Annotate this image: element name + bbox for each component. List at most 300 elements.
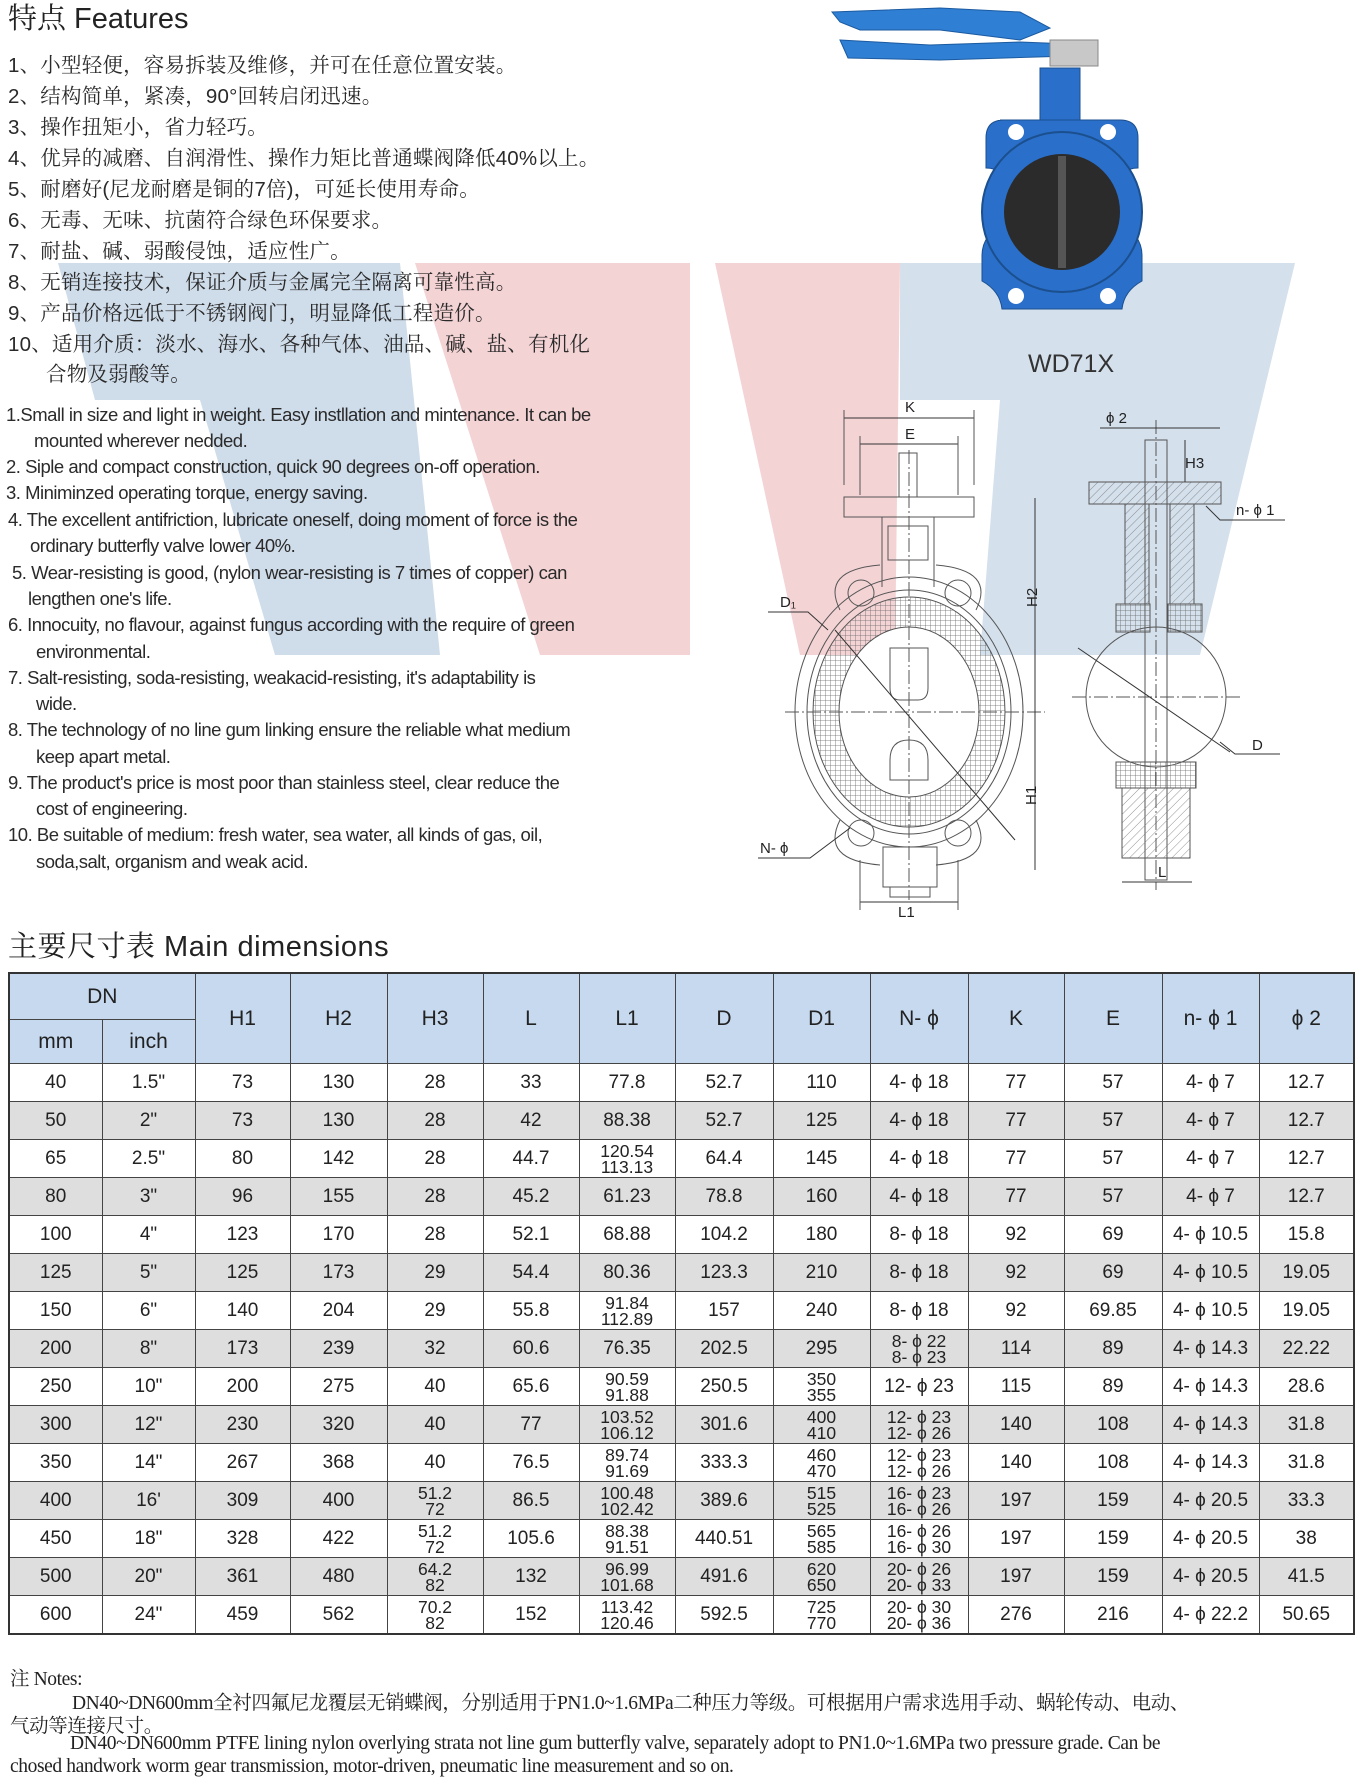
table-cell: 275 [290, 1368, 387, 1406]
table-cell: 230 [195, 1406, 290, 1444]
table-cell: 400 [9, 1482, 102, 1520]
table-cell: 250 [9, 1368, 102, 1406]
table-cell: 77 [968, 1102, 1064, 1140]
table-cell: 24" [102, 1596, 195, 1635]
table-cell: 86.5 [483, 1482, 579, 1520]
feature-item-cn: 3、操作扭矩小，省力轻巧。 [8, 116, 269, 139]
notes-title: 注 Notes: [10, 1669, 83, 1690]
table-cell: 42 [483, 1102, 579, 1140]
table-cell: 80 [9, 1178, 102, 1216]
feature-item-cn: 1、小型轻便，容易拆装及维修，并可在任意位置安装。 [8, 54, 517, 77]
table-cell: 57 [1064, 1178, 1162, 1216]
table-cell: 33 [483, 1064, 579, 1102]
table-cell: 155 [290, 1178, 387, 1216]
table-row [9, 1482, 1354, 1520]
table-cell: 89 [1064, 1368, 1162, 1406]
table-cell: 173 [195, 1330, 290, 1368]
table-cell: 8" [102, 1330, 195, 1368]
table-cell: 115 [968, 1368, 1064, 1406]
feature-item-en: 3. Miniminzed operating torque, energy saving. [6, 482, 368, 503]
notes-cn-line2: 气动等连接尺寸。 [10, 1716, 163, 1737]
table-cell: 77 [968, 1140, 1064, 1178]
lever-handle [832, 8, 1050, 40]
table-cell: 157 [675, 1292, 773, 1330]
table-cell: 350 [9, 1444, 102, 1482]
lug-hole [1008, 124, 1024, 140]
column-header: H2 [290, 973, 387, 1064]
table-cell: 5" [102, 1254, 195, 1292]
feature-item-cn: 10、适用介质：淡水、海水、各种气体、油品、碱、盐、有机化 [8, 333, 591, 356]
table-cell: 100.48 102.42 [579, 1482, 675, 1520]
model-label: WD71X [1028, 350, 1115, 378]
table-cell: 159 [1064, 1558, 1162, 1596]
feature-item-en: 8. The technology of no line gum linking ensure the reliable what medium [8, 719, 571, 740]
table-cell: 50.65 [1259, 1596, 1354, 1635]
feature-item-en: environmental. [36, 641, 151, 662]
valve-photo [820, 0, 1160, 340]
table-cell: 104.2 [675, 1216, 773, 1254]
label-h1: H1 [1023, 785, 1040, 805]
table-cell: 565 585 [773, 1520, 870, 1558]
table-cell: 400 [290, 1482, 387, 1520]
table-cell: 54.4 [483, 1254, 579, 1292]
table-cell: 76.5 [483, 1444, 579, 1482]
table-cell: 20- ϕ 30 20- ϕ 36 [870, 1596, 968, 1635]
table-cell: 16' [102, 1482, 195, 1520]
table-cell: 12.7 [1259, 1102, 1354, 1140]
label-phi2: ϕ 2 [1106, 410, 1127, 427]
feature-item-en: 9. The product's price is most poor than stainless steel, clear reduce the [8, 772, 560, 793]
table-cell: 28 [387, 1178, 483, 1216]
table-cell: 41.5 [1259, 1558, 1354, 1596]
table-cell: 180 [773, 1216, 870, 1254]
table-cell: 29 [387, 1254, 483, 1292]
table-cell: 460 470 [773, 1444, 870, 1482]
table-cell: 65.6 [483, 1368, 579, 1406]
table-row [9, 1102, 1354, 1140]
table-cell: 4- ϕ 14.3 [1162, 1368, 1259, 1406]
label-h3: H3 [1185, 455, 1205, 472]
table-cell: 620 650 [773, 1558, 870, 1596]
table-cell: 73 [195, 1102, 290, 1140]
table-cell: 12- ϕ 23 [870, 1368, 968, 1406]
table-cell: 40 [387, 1406, 483, 1444]
table-row [9, 1216, 1354, 1254]
lug-hole [1100, 288, 1116, 304]
feature-item-cn: 7、耐盐、碱、弱酸侵蚀，适应性广。 [8, 240, 351, 263]
table-cell: 64.2 82 [387, 1558, 483, 1596]
table-cell: 389.6 [675, 1482, 773, 1520]
table-cell: 92 [968, 1216, 1064, 1254]
table-cell: 22.22 [1259, 1330, 1354, 1368]
table-row [9, 1444, 1354, 1482]
column-header-mm: mm [9, 1020, 102, 1064]
side-view [1072, 420, 1285, 890]
feature-item-cn: 6、无毒、无味、抗菌符合绿色环保要求。 [8, 209, 393, 232]
table-cell: 4- ϕ 18 [870, 1064, 968, 1102]
table-cell: 500 [9, 1558, 102, 1596]
table-cell: 92 [968, 1254, 1064, 1292]
table-cell: 309 [195, 1482, 290, 1520]
table-cell: 18" [102, 1520, 195, 1558]
table-cell: 52.1 [483, 1216, 579, 1254]
table-row [9, 1520, 1354, 1558]
column-header: E [1064, 973, 1162, 1064]
table-cell: 20- ϕ 26 20- ϕ 33 [870, 1558, 968, 1596]
table-cell: 295 [773, 1330, 870, 1368]
table-cell: 19.05 [1259, 1254, 1354, 1292]
table-row [9, 1254, 1354, 1292]
column-header-inch: inch [102, 1020, 195, 1064]
table-cell: 29 [387, 1292, 483, 1330]
table-cell: 89 [1064, 1330, 1162, 1368]
table-cell: 8- ϕ 18 [870, 1216, 968, 1254]
table-cell: 239 [290, 1330, 387, 1368]
table-cell: 725 770 [773, 1596, 870, 1635]
lug-hole [1008, 288, 1024, 304]
table-cell: 120.54 113.13 [579, 1140, 675, 1178]
table-cell: 57 [1064, 1140, 1162, 1178]
table-cell: 150 [9, 1292, 102, 1330]
table-cell: 77 [968, 1064, 1064, 1102]
table-cell: 4- ϕ 7 [1162, 1102, 1259, 1140]
table-cell: 160 [773, 1178, 870, 1216]
table-cell: 240 [773, 1292, 870, 1330]
table-cell: 301.6 [675, 1406, 773, 1444]
table-cell: 197 [968, 1558, 1064, 1596]
technical-drawing [740, 390, 1364, 920]
feature-item-cn: 合物及弱酸等。 [46, 363, 191, 386]
table-cell: 89.74 91.69 [579, 1444, 675, 1482]
table-cell: 65 [9, 1140, 102, 1178]
table-cell: 123.3 [675, 1254, 773, 1292]
table-cell: 125 [773, 1102, 870, 1140]
column-header: H1 [195, 973, 290, 1064]
table-cell: 480 [290, 1558, 387, 1596]
table-cell: 88.38 [579, 1102, 675, 1140]
table-cell: 80.36 [579, 1254, 675, 1292]
table-cell: 57 [1064, 1064, 1162, 1102]
notes-en-line2: chosed handwork worm gear transmission, motor-driven, pneumatic line measurement and so on. [10, 1756, 734, 1777]
table-cell: 132 [483, 1558, 579, 1596]
table-cell: 92 [968, 1292, 1064, 1330]
table-row [9, 1596, 1354, 1635]
table-cell: 4- ϕ 22.2 [1162, 1596, 1259, 1635]
locking-plate [1050, 40, 1098, 66]
table-cell: 114 [968, 1330, 1064, 1368]
table-cell: 64.4 [675, 1140, 773, 1178]
table-cell: 562 [290, 1596, 387, 1635]
table-row [9, 1178, 1354, 1216]
table-cell: 333.3 [675, 1444, 773, 1482]
column-header: D1 [773, 973, 870, 1064]
table-cell: 140 [195, 1292, 290, 1330]
table-cell: 105.6 [483, 1520, 579, 1558]
table-cell: 100 [9, 1216, 102, 1254]
table-cell: 76.35 [579, 1330, 675, 1368]
table-cell: 173 [290, 1254, 387, 1292]
column-header: L1 [579, 973, 675, 1064]
table-cell: 14" [102, 1444, 195, 1482]
feature-item-en: ordinary butterfly valve lower 40%. [30, 535, 296, 556]
table-cell: 96 [195, 1178, 290, 1216]
feature-item-cn: 5、耐磨好(尼龙耐磨是铜的7倍)，可延长使用寿命。 [8, 178, 480, 201]
table-cell: 159 [1064, 1520, 1162, 1558]
table-cell: 90.59 91.88 [579, 1368, 675, 1406]
table-cell: 12.7 [1259, 1064, 1354, 1102]
table-cell: 28 [387, 1102, 483, 1140]
table-cell: 320 [290, 1406, 387, 1444]
dimensions-table [8, 972, 1355, 1635]
table-cell: 170 [290, 1216, 387, 1254]
valve-neck [1040, 68, 1080, 120]
table-cell: 123 [195, 1216, 290, 1254]
table-cell: 1.5" [102, 1064, 195, 1102]
table-cell: 276 [968, 1596, 1064, 1635]
table-cell: 2" [102, 1102, 195, 1140]
table-cell: 140 [968, 1406, 1064, 1444]
table-cell: 267 [195, 1444, 290, 1482]
table-cell: 77 [483, 1406, 579, 1444]
table-cell: 52.7 [675, 1102, 773, 1140]
notes-cn-line1: DN40~DN600mm全衬四氟尼龙覆层无销蝶阀，分别适用于PN1.0~1.6MPa二种压力等级。可根据用户需求选用手动、蜗轮传动、电动、 [72, 1693, 1189, 1714]
label-h2: H2 [1024, 587, 1041, 607]
table-row [9, 1292, 1354, 1330]
table-cell: 73 [195, 1064, 290, 1102]
table-cell: 200 [195, 1368, 290, 1406]
feature-item-cn: 2、结构简单，紧凑，90°回转启闭迅速。 [8, 85, 383, 108]
table-cell: 2.5" [102, 1140, 195, 1178]
table-cell: 130 [290, 1102, 387, 1140]
table-cell: 52.7 [675, 1064, 773, 1102]
table-cell: 300 [9, 1406, 102, 1444]
table-cell: 8- ϕ 18 [870, 1292, 968, 1330]
table-cell: 450 [9, 1520, 102, 1558]
table-cell: 31.8 [1259, 1406, 1354, 1444]
label-l: L [1158, 864, 1167, 881]
table-cell: 91.84 112.89 [579, 1292, 675, 1330]
table-cell: 20" [102, 1558, 195, 1596]
table-cell: 19.05 [1259, 1292, 1354, 1330]
table-cell: 592.5 [675, 1596, 773, 1635]
table-cell: 197 [968, 1482, 1064, 1520]
table-cell: 28 [387, 1140, 483, 1178]
label-e: E [905, 426, 916, 443]
table-cell: 361 [195, 1558, 290, 1596]
table-cell: 96.99 101.68 [579, 1558, 675, 1596]
table-cell: 61.23 [579, 1178, 675, 1216]
table-cell: 4- ϕ 18 [870, 1178, 968, 1216]
table-cell: 16- ϕ 26 16- ϕ 30 [870, 1520, 968, 1558]
feature-item-en: 4. The excellent antifriction, lubricate oneself, doing moment of force is the [8, 509, 578, 530]
table-cell: 110 [773, 1064, 870, 1102]
table-cell: 350 355 [773, 1368, 870, 1406]
column-header: H3 [387, 973, 483, 1064]
feature-item-en: soda,salt, organism and weak acid. [36, 851, 308, 872]
table-cell: 210 [773, 1254, 870, 1292]
table-row [9, 1406, 1354, 1444]
column-header-dn: DN [9, 973, 195, 1020]
feature-item-en: 6. Innocuity, no flavour, against fungus according with the require of green [8, 614, 575, 635]
table-cell: 515 525 [773, 1482, 870, 1520]
table-row [9, 1368, 1354, 1406]
column-header: K [968, 973, 1064, 1064]
table-cell: 69.85 [1064, 1292, 1162, 1330]
column-header: n- ϕ 1 [1162, 973, 1259, 1064]
table-cell: 4" [102, 1216, 195, 1254]
table-cell: 78.8 [675, 1178, 773, 1216]
table-cell: 4- ϕ 20.5 [1162, 1558, 1259, 1596]
table-cell: 491.6 [675, 1558, 773, 1596]
table-cell: 28 [387, 1216, 483, 1254]
column-header: D [675, 973, 773, 1064]
table-cell: 28.6 [1259, 1368, 1354, 1406]
table-cell: 103.52 106.12 [579, 1406, 675, 1444]
label-n-phi1: n- ϕ 1 [1236, 502, 1275, 519]
front-view [758, 410, 1045, 910]
table-cell: 10" [102, 1368, 195, 1406]
table-cell: 4- ϕ 20.5 [1162, 1520, 1259, 1558]
table-cell: 125 [195, 1254, 290, 1292]
table-cell: 69 [1064, 1216, 1162, 1254]
feature-item-en: cost of engineering. [36, 798, 188, 819]
table-cell: 4- ϕ 18 [870, 1102, 968, 1140]
table-cell: 88.38 91.51 [579, 1520, 675, 1558]
table-cell: 200 [9, 1330, 102, 1368]
table-row [9, 1140, 1354, 1178]
feature-item-en: 7. Salt-resisting, soda-resisting, weakacid-resisting, it's adaptability is [8, 667, 536, 688]
table-row [9, 1064, 1354, 1102]
label-n-phi: N- ϕ [760, 840, 789, 857]
table-cell: 33.3 [1259, 1482, 1354, 1520]
feature-item-en: 5. Wear-resisting is good, (nylon wear-resisting is 7 times of copper) can [12, 562, 567, 583]
table-cell: 60.6 [483, 1330, 579, 1368]
table-cell: 368 [290, 1444, 387, 1482]
table-cell: 51.2 72 [387, 1520, 483, 1558]
table-cell: 15.8 [1259, 1216, 1354, 1254]
table-cell: 77.8 [579, 1064, 675, 1102]
table-cell: 8- ϕ 18 [870, 1254, 968, 1292]
label-k: K [905, 399, 916, 416]
feature-item-en: 1.Small in size and light in weight. Easy instllation and mintenance. It can be [6, 404, 591, 425]
table-cell: 80 [195, 1140, 290, 1178]
table-cell: 12.7 [1259, 1178, 1354, 1216]
table-cell: 113.42 120.46 [579, 1596, 675, 1635]
table-cell: 77 [968, 1178, 1064, 1216]
feature-item-en: lengthen one's life. [28, 588, 172, 609]
feature-item-cn: 8、无销连接技术，保证介质与金属完全隔离可靠性高。 [8, 271, 517, 294]
table-cell: 40 [9, 1064, 102, 1102]
feature-item-en: 10. Be suitable of medium: fresh water, sea water, all kinds of gas, oil, [8, 824, 543, 845]
table-cell: 38 [1259, 1520, 1354, 1558]
table-cell: 55.8 [483, 1292, 579, 1330]
table-cell: 159 [1064, 1482, 1162, 1520]
dimensions-title: 主要尺寸表 Main dimensions [8, 931, 390, 963]
table-cell: 69 [1064, 1254, 1162, 1292]
table-cell: 32 [387, 1330, 483, 1368]
table-cell: 4- ϕ 7 [1162, 1064, 1259, 1102]
table-cell: 12.7 [1259, 1140, 1354, 1178]
table-cell: 12- ϕ 23 12- ϕ 26 [870, 1406, 968, 1444]
table-cell: 108 [1064, 1444, 1162, 1482]
table-cell: 4- ϕ 14.3 [1162, 1406, 1259, 1444]
table-cell: 4- ϕ 10.5 [1162, 1216, 1259, 1254]
table-cell: 4- ϕ 20.5 [1162, 1482, 1259, 1520]
table-cell: 45.2 [483, 1178, 579, 1216]
table-cell: 4- ϕ 10.5 [1162, 1254, 1259, 1292]
table-cell: 4- ϕ 14.3 [1162, 1444, 1259, 1482]
table-cell: 70.2 82 [387, 1596, 483, 1635]
table-cell: 44.7 [483, 1140, 579, 1178]
table-cell: 216 [1064, 1596, 1162, 1635]
table-cell: 202.5 [675, 1330, 773, 1368]
table-cell: 16- ϕ 23 16- ϕ 26 [870, 1482, 968, 1520]
features-title: 特点 Features [8, 3, 189, 35]
table-cell: 40 [387, 1368, 483, 1406]
table-cell: 400 410 [773, 1406, 870, 1444]
feature-item-cn: 4、优异的减磨、自润滑性、操作力矩比普通蝶阀降低40%以上。 [8, 147, 600, 170]
table-cell: 3" [102, 1178, 195, 1216]
table-cell: 4- ϕ 14.3 [1162, 1330, 1259, 1368]
lug-hole [1100, 124, 1116, 140]
feature-item-en: mounted wherever nedded. [34, 430, 248, 451]
table-cell: 440.51 [675, 1520, 773, 1558]
table-cell: 40 [387, 1444, 483, 1482]
table-cell: 600 [9, 1596, 102, 1635]
feature-item-en: 2. Siple and compact construction, quick 90 degrees on-off operation. [6, 456, 540, 477]
column-header: ϕ 2 [1259, 973, 1354, 1064]
table-cell: 57 [1064, 1102, 1162, 1140]
table-cell: 130 [290, 1064, 387, 1102]
table-cell: 108 [1064, 1406, 1162, 1444]
feature-item-cn: 9、产品价格远低于不锈钢阀门，明显降低工程造价。 [8, 302, 496, 325]
table-cell: 204 [290, 1292, 387, 1330]
column-header: N- ϕ [870, 973, 968, 1064]
table-cell: 4- ϕ 7 [1162, 1178, 1259, 1216]
label-l1: L1 [898, 904, 915, 920]
table-cell: 125 [9, 1254, 102, 1292]
table-cell: 12" [102, 1406, 195, 1444]
table-cell: 4- ϕ 7 [1162, 1140, 1259, 1178]
table-cell: 68.88 [579, 1216, 675, 1254]
label-d: D [1252, 737, 1263, 754]
feature-item-en: keep apart metal. [36, 746, 171, 767]
column-header: L [483, 973, 579, 1064]
table-cell: 250.5 [675, 1368, 773, 1406]
table-cell: 50 [9, 1102, 102, 1140]
table-cell: 51.2 72 [387, 1482, 483, 1520]
table-cell: 142 [290, 1140, 387, 1178]
table-cell: 31.8 [1259, 1444, 1354, 1482]
table-cell: 422 [290, 1520, 387, 1558]
table-cell: 6" [102, 1292, 195, 1330]
notes-en-line1: DN40~DN600mm PTFE lining nylon overlying strata not line gum butterfly valve, separately adopt to PN1.0~1.6MPa two pressure grade. Can be [70, 1733, 1161, 1754]
table-cell: 4- ϕ 10.5 [1162, 1292, 1259, 1330]
table-row [9, 1330, 1354, 1368]
feature-item-en: wide. [36, 693, 77, 714]
table-cell: 328 [195, 1520, 290, 1558]
table-row [9, 1558, 1354, 1596]
table-cell: 12- ϕ 23 12- ϕ 26 [870, 1444, 968, 1482]
table-cell: 28 [387, 1064, 483, 1102]
table-cell: 145 [773, 1140, 870, 1178]
table-cell: 459 [195, 1596, 290, 1635]
lever-handle-grip [840, 40, 1070, 60]
label-d1: D₁ [780, 594, 796, 611]
table-cell: 152 [483, 1596, 579, 1635]
table-cell: 140 [968, 1444, 1064, 1482]
table-cell: 197 [968, 1520, 1064, 1558]
